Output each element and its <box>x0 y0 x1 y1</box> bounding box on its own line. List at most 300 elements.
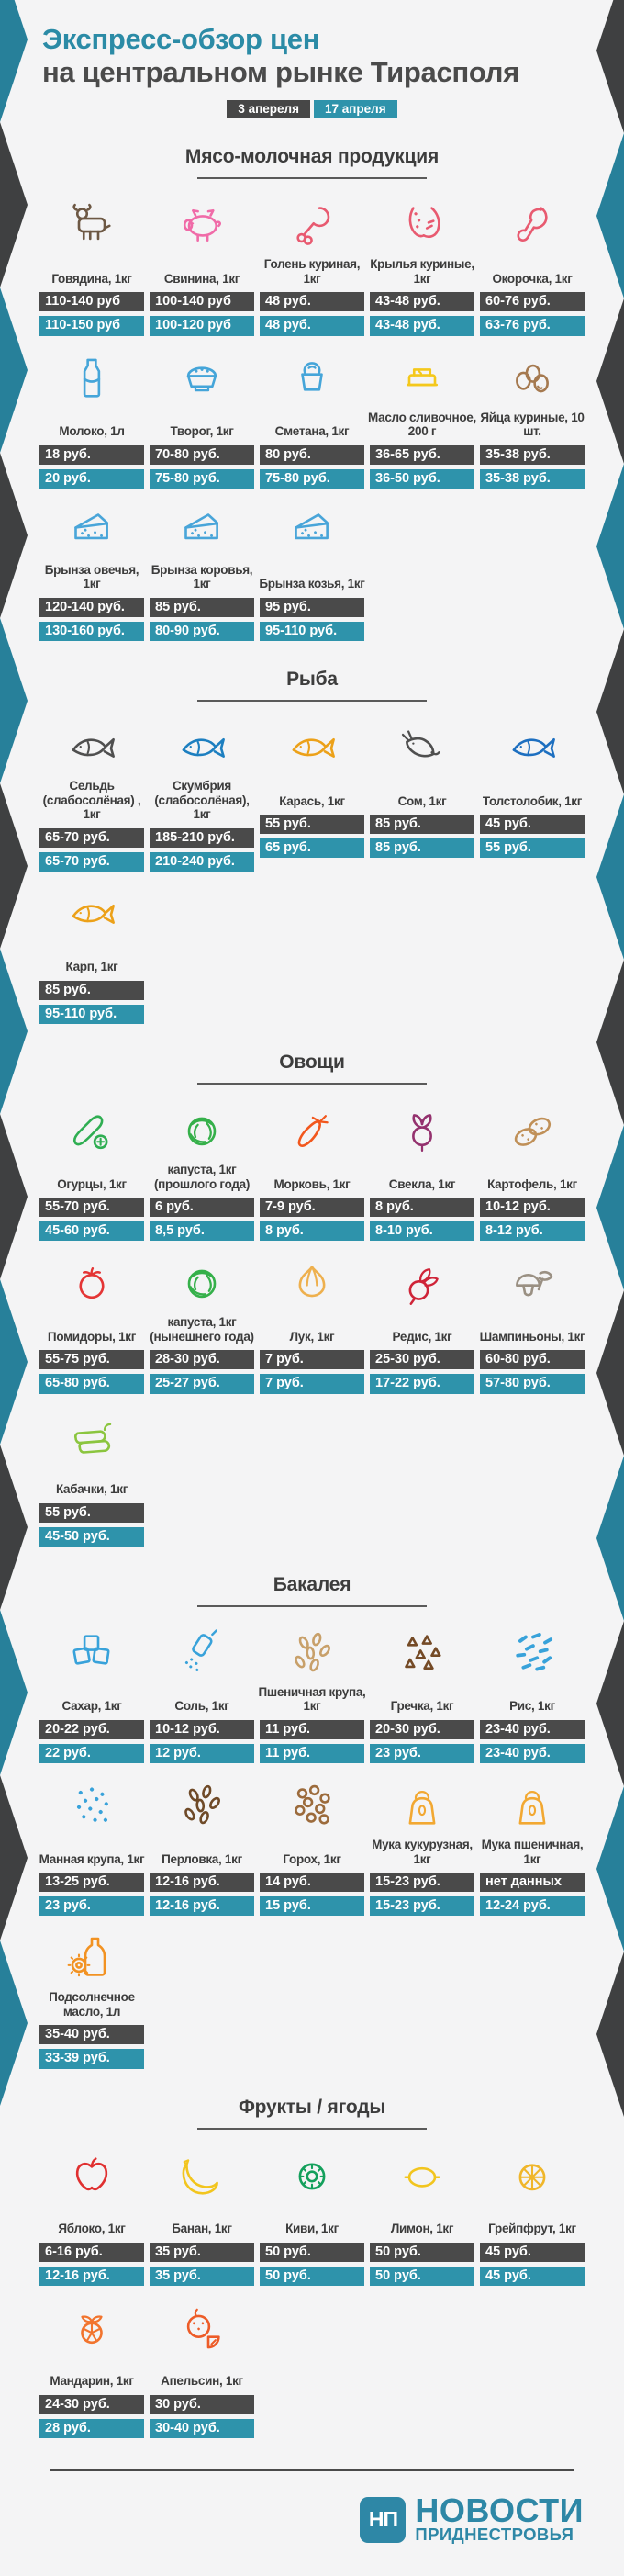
product-name: Рис, 1кг <box>509 1699 555 1714</box>
product-grid <box>37 1103 587 1547</box>
tomato-icon <box>66 1257 117 1309</box>
price-apr3-badge: 95 руб. <box>260 598 364 617</box>
product-card <box>147 1778 257 1916</box>
product-name: Сахар, 1кг <box>61 1699 122 1714</box>
price-apr3-badge: 11 руб. <box>260 1720 364 1739</box>
price-apr17-badge: 210-240 руб. <box>150 852 254 872</box>
price-apr3-badge: 20-22 руб. <box>39 1720 144 1739</box>
cheese-icon <box>286 505 338 557</box>
product-name: Лук, 1кг <box>289 1329 335 1344</box>
product-name: Морковь, 1кг <box>273 1176 351 1191</box>
product-icon-box <box>286 1625 338 1679</box>
product-name: Брынза козья, 1кг <box>259 577 365 591</box>
price-apr17-badge: 28 руб. <box>39 2419 144 2438</box>
product-name: Скумбрия (слабосолёная), 1кг <box>154 779 250 822</box>
price-apr17-badge: 36-50 руб. <box>370 469 474 489</box>
section-2 <box>0 1052 624 1547</box>
price-apr17-badge: 11 руб. <box>260 1744 364 1763</box>
lemon-icon <box>396 2150 448 2201</box>
product-card <box>477 2148 587 2286</box>
fish-icon <box>176 722 228 773</box>
product-icon-box <box>176 720 228 773</box>
price-apr3-badge: 100-140 руб <box>150 292 254 311</box>
footer-divider <box>50 2469 574 2471</box>
price-apr17-badge: 25-27 руб. <box>150 1374 254 1393</box>
product-icon-box <box>66 1930 117 1984</box>
product-name: Картофель, 1кг <box>487 1176 577 1191</box>
header <box>0 0 624 118</box>
section-4 <box>0 2097 624 2439</box>
product-icon-box <box>396 197 448 251</box>
price-apr17-badge: 45-60 руб. <box>39 1221 144 1241</box>
product-card <box>367 1255 477 1393</box>
product-icon-box <box>66 1409 117 1462</box>
price-apr3-badge: 28-30 руб. <box>150 1350 254 1369</box>
fish-icon <box>507 722 558 773</box>
product-card <box>257 1103 367 1241</box>
product-name: Горох, 1кг <box>283 1851 341 1866</box>
cow-icon <box>66 199 117 251</box>
price-apr3-badge: 36-65 руб. <box>370 445 474 465</box>
chicken-drumstick-icon <box>286 199 338 251</box>
fish-icon <box>286 722 338 773</box>
product-icon-box <box>66 2148 117 2201</box>
product-name: Сметана, 1кг <box>274 424 350 439</box>
product-grid <box>37 2148 587 2439</box>
section-1 <box>0 669 624 1024</box>
catfish-icon <box>396 722 448 773</box>
logo-line1: НОВОСТИ <box>415 2492 584 2530</box>
price-apr3-badge: 45 руб. <box>480 2243 585 2262</box>
product-card <box>37 1625 147 1763</box>
price-apr17-badge: 75-80 руб. <box>260 469 364 489</box>
price-apr17-badge: 23 руб. <box>39 1896 144 1916</box>
product-card <box>147 1103 257 1241</box>
price-apr3-badge: 55-70 руб. <box>39 1198 144 1217</box>
kiwi-icon <box>286 2150 338 2201</box>
date-badge-apr3: 3 апереля <box>227 100 310 118</box>
price-apr17-badge: 22 руб. <box>39 1744 144 1763</box>
product-icon-box <box>396 1625 448 1679</box>
price-apr3-badge: 35-38 руб. <box>480 445 585 465</box>
price-apr17-badge: 35-38 руб. <box>480 469 585 489</box>
price-apr3-badge: 15-23 руб. <box>370 1873 474 1892</box>
price-apr3-badge: 55 руб. <box>39 1503 144 1523</box>
price-apr17-badge: 12-24 руб. <box>480 1896 585 1916</box>
product-icon-box <box>66 351 117 404</box>
price-apr17-badge: 8-10 руб. <box>370 1221 474 1241</box>
product-name: капуста, 1кг (нынешнего года) <box>150 1315 254 1344</box>
product-name: Шампиньоны, 1кг <box>479 1329 585 1344</box>
price-apr17-badge: 55 руб. <box>480 838 585 858</box>
page-title-line1: Экспресс-обзор цен <box>42 23 320 55</box>
price-apr3-badge: 13-25 руб. <box>39 1873 144 1892</box>
price-apr3-badge: 7 руб. <box>260 1350 364 1369</box>
product-name: Толстолобик, 1кг <box>482 793 583 808</box>
product-name: Мука кукурузная, 1кг <box>372 1838 473 1866</box>
eggs-icon <box>507 353 558 404</box>
product-card <box>147 351 257 489</box>
barley-icon <box>176 1780 228 1831</box>
product-name: Перловка, 1кг <box>162 1851 242 1866</box>
product-name: Сом, 1кг <box>397 793 447 808</box>
price-apr3-badge: 70-80 руб. <box>150 445 254 465</box>
price-apr3-badge: 80 руб. <box>260 445 364 465</box>
grapefruit-icon <box>507 2150 558 2201</box>
radish-icon <box>396 1257 448 1309</box>
product-name: Яйца куриные, 10 шт. <box>480 410 585 439</box>
product-icon-box <box>286 503 338 557</box>
product-card <box>477 1625 587 1763</box>
price-apr17-badge: 75-80 руб. <box>150 469 254 489</box>
product-name: Брынза овечья, 1кг <box>44 562 139 591</box>
product-name: Творог, 1кг <box>170 424 234 439</box>
price-apr17-badge: 43-48 руб. <box>370 316 474 335</box>
product-icon-box <box>66 197 117 251</box>
sunflower-oil-icon <box>66 1932 117 1984</box>
product-card <box>477 720 587 872</box>
section-title: Фрукты / ягоды <box>238 2096 386 2118</box>
price-apr3-badge: 35 руб. <box>150 2243 254 2262</box>
product-name: Молоко, 1л <box>59 424 125 439</box>
price-apr3-badge: 85 руб. <box>39 981 144 1000</box>
butter-icon <box>396 353 448 404</box>
price-apr3-badge: 50 руб. <box>260 2243 364 2262</box>
price-apr3-badge: 55 руб. <box>260 815 364 834</box>
price-apr17-badge: 15-23 руб. <box>370 1896 474 1916</box>
price-apr3-badge: 10-12 руб. <box>150 1720 254 1739</box>
price-apr17-badge: 110-150 руб <box>39 316 144 335</box>
section-underline <box>197 2128 427 2130</box>
section-0 <box>0 146 624 641</box>
product-name: Свекла, 1кг <box>388 1176 456 1191</box>
product-card <box>37 1778 147 1916</box>
product-card <box>147 1625 257 1763</box>
price-apr3-badge: 48 руб. <box>260 292 364 311</box>
price-apr3-badge: 7-9 руб. <box>260 1198 364 1217</box>
rice-icon <box>507 1627 558 1679</box>
price-apr3-badge: 24-30 руб. <box>39 2395 144 2414</box>
product-icon-box <box>286 1778 338 1831</box>
price-apr3-badge: 8 руб. <box>370 1198 474 1217</box>
cheese-icon <box>176 505 228 557</box>
product-icon-box <box>507 351 558 404</box>
section-underline <box>197 1605 427 1607</box>
product-card <box>257 720 367 872</box>
price-apr17-badge: 30-40 руб. <box>150 2419 254 2438</box>
product-grid <box>37 1625 587 2069</box>
product-card <box>367 351 477 489</box>
product-name: Мука пшеничная, 1кг <box>481 1838 584 1866</box>
product-card <box>367 2148 477 2286</box>
price-apr17-badge: 63-76 руб. <box>480 316 585 335</box>
fish-icon <box>66 722 117 773</box>
price-apr17-badge: 7 руб. <box>260 1374 364 1393</box>
section-underline <box>197 177 427 179</box>
price-apr17-badge: 12 руб. <box>150 1744 254 1763</box>
cabbage-icon <box>176 1257 228 1309</box>
product-name: Кабачки, 1кг <box>55 1482 128 1497</box>
product-name: Карась, 1кг <box>279 793 345 808</box>
product-name: Свинина, 1кг <box>163 271 240 286</box>
cheese-icon <box>66 505 117 557</box>
price-apr3-badge: 30 руб. <box>150 2395 254 2414</box>
product-name: Масло сливочное, 200 г <box>368 410 476 439</box>
price-apr17-badge: 17-22 руб. <box>370 1374 474 1393</box>
product-card <box>477 1255 587 1393</box>
product-name: Лимон, 1кг <box>390 2222 454 2236</box>
product-card <box>37 1255 147 1393</box>
price-apr3-badge: 43-48 руб. <box>370 292 474 311</box>
product-card <box>257 197 367 335</box>
price-apr17-badge: 50 руб. <box>370 2267 474 2286</box>
product-card <box>257 503 367 641</box>
product-icon-box <box>507 197 558 251</box>
product-card <box>367 1103 477 1241</box>
publisher-logo-text <box>415 2492 584 2545</box>
product-icon-box <box>507 1103 558 1156</box>
product-name: капуста, 1кг (прошлого года) <box>153 1163 251 1191</box>
product-name: Помидоры, 1кг <box>47 1329 137 1344</box>
product-icon-box <box>507 1778 558 1831</box>
price-apr17-badge: 100-120 руб <box>150 316 254 335</box>
beet-icon <box>396 1105 448 1156</box>
product-icon-box <box>286 1103 338 1156</box>
price-apr17-badge: 45 руб. <box>480 2267 585 2286</box>
product-name: Крылья куриные, 1кг <box>370 257 474 286</box>
product-name: Яблоко, 1кг <box>58 2222 126 2236</box>
chicken-leg-quarter-icon <box>507 199 558 251</box>
product-icon-box <box>396 1255 448 1309</box>
cucumber-icon <box>66 1105 117 1156</box>
price-apr17-badge: 85 руб. <box>370 838 474 858</box>
price-apr3-badge: 120-140 руб. <box>39 598 144 617</box>
product-card <box>37 2300 147 2438</box>
product-card <box>147 197 257 335</box>
product-name: Пшеничная крупа, 1кг <box>258 1684 366 1714</box>
product-icon-box <box>286 351 338 404</box>
product-name: Соль, 1кг <box>174 1699 229 1714</box>
sour-cream-cup-icon <box>286 353 338 404</box>
date-legend <box>42 100 582 118</box>
section-title: Рыба <box>286 669 338 691</box>
product-icon-box <box>176 2300 228 2354</box>
product-icon-box <box>176 197 228 251</box>
semolina-icon <box>66 1780 117 1831</box>
mushrooms-icon <box>507 1257 558 1309</box>
mandarin-icon <box>66 2302 117 2354</box>
product-name: Окорочка, 1кг <box>492 271 573 286</box>
price-apr3-badge: 25-30 руб. <box>370 1350 474 1369</box>
page-title-line2: на центральном рынке Тирасполя <box>42 55 519 88</box>
publisher-logo <box>0 2492 624 2545</box>
product-icon-box <box>507 1625 558 1679</box>
milk-bottle-icon <box>66 353 117 404</box>
carrot-icon <box>286 1105 338 1156</box>
section-title: Мясо-молочная продукция <box>184 146 440 168</box>
price-apr17-badge: 12-16 руб. <box>39 2267 144 2286</box>
price-apr3-badge: 35-40 руб. <box>39 2025 144 2044</box>
product-icon-box <box>176 503 228 557</box>
product-card <box>37 1409 147 1547</box>
peas-icon <box>286 1780 338 1831</box>
price-apr17-badge: 20 руб. <box>39 469 144 489</box>
product-card <box>37 1103 147 1241</box>
flour-sack-icon <box>396 1780 448 1831</box>
section-title: Бакалея <box>273 1573 351 1595</box>
product-card <box>147 1255 257 1393</box>
product-icon-box <box>286 2148 338 2201</box>
product-card <box>257 1255 367 1393</box>
product-name: Голень куриная, 1кг <box>263 257 361 286</box>
price-apr3-badge: 65-70 руб. <box>39 828 144 848</box>
product-icon-box <box>507 2148 558 2201</box>
product-icon-box <box>176 1103 228 1156</box>
product-card <box>367 1625 477 1763</box>
price-apr3-badge: нет данных <box>480 1873 585 1892</box>
product-name: Банан, 1кг <box>172 2222 232 2236</box>
price-apr17-badge: 33-39 руб. <box>39 2049 144 2068</box>
price-apr17-badge: 45-50 руб. <box>39 1527 144 1547</box>
banana-icon <box>176 2150 228 2201</box>
price-apr3-badge: 60-76 руб. <box>480 292 585 311</box>
product-icon-box <box>396 2148 448 2201</box>
product-icon-box <box>176 2148 228 2201</box>
footer <box>0 2469 624 2575</box>
product-card <box>37 2148 147 2286</box>
product-name: Подсолнечное масло, 1л <box>49 1990 135 2019</box>
product-grid <box>37 197 587 641</box>
product-card <box>257 1625 367 1763</box>
product-card <box>367 720 477 872</box>
product-icon-box <box>66 1778 117 1831</box>
product-name: Редис, 1кг <box>392 1329 452 1344</box>
product-icon-box <box>66 2300 117 2354</box>
product-card <box>147 2148 257 2286</box>
price-apr17-badge: 80-90 руб. <box>150 622 254 641</box>
product-card <box>257 351 367 489</box>
price-apr3-badge: 20-30 руб. <box>370 1720 474 1739</box>
product-name: Огурцы, 1кг <box>57 1176 127 1191</box>
sections <box>0 146 624 2438</box>
price-apr3-badge: 12-16 руб. <box>150 1873 254 1892</box>
price-apr3-badge: 60-80 руб. <box>480 1350 585 1369</box>
onion-icon <box>286 1257 338 1309</box>
product-card <box>477 1103 587 1241</box>
product-icon-box <box>66 1625 117 1679</box>
price-apr17-badge: 23-40 руб. <box>480 1744 585 1763</box>
price-apr17-badge: 12-16 руб. <box>150 1896 254 1916</box>
potato-icon <box>507 1105 558 1156</box>
product-icon-box <box>176 1778 228 1831</box>
product-icon-box <box>286 197 338 251</box>
product-card <box>37 503 147 641</box>
price-apr3-badge: 14 руб. <box>260 1873 364 1892</box>
product-card <box>37 720 147 872</box>
product-icon-box <box>286 1255 338 1309</box>
product-icon-box <box>396 1778 448 1831</box>
price-apr3-badge: 55-75 руб. <box>39 1350 144 1369</box>
wheat-groats-icon <box>286 1627 338 1679</box>
product-card <box>257 1778 367 1916</box>
flour-sack-icon <box>507 1780 558 1831</box>
price-apr3-badge: 10-12 руб. <box>480 1198 585 1217</box>
product-name: Апельсин, 1кг <box>161 2374 243 2389</box>
price-apr3-badge: 110-140 руб <box>39 292 144 311</box>
product-card <box>37 351 147 489</box>
product-card <box>37 197 147 335</box>
np-logo-icon: НП <box>360 2497 406 2543</box>
section-title: Овощи <box>279 1052 345 1074</box>
product-icon-box <box>66 1255 117 1309</box>
price-apr17-badge: 65-70 руб. <box>39 852 144 872</box>
price-apr17-badge: 130-160 руб. <box>39 622 144 641</box>
product-name: Сельдь (слабосолёная) , 1кг <box>42 779 141 822</box>
price-apr3-badge: 45 руб. <box>480 815 585 834</box>
product-icon-box <box>176 1255 228 1309</box>
product-icon-box <box>396 351 448 404</box>
price-apr3-badge: 85 руб. <box>150 598 254 617</box>
sugar-cubes-icon <box>66 1627 117 1679</box>
product-icon-box <box>176 351 228 404</box>
product-card <box>147 720 257 872</box>
price-apr17-badge: 95-110 руб. <box>39 1005 144 1024</box>
price-apr3-badge: 6-16 руб. <box>39 2243 144 2262</box>
cottage-cheese-bowl-icon <box>176 353 228 404</box>
product-card <box>257 2148 367 2286</box>
product-icon-box <box>507 1255 558 1309</box>
buckwheat-icon <box>396 1627 448 1679</box>
product-icon-box <box>396 1103 448 1156</box>
price-apr17-badge: 95-110 руб. <box>260 622 364 641</box>
price-apr3-badge: 23-40 руб. <box>480 1720 585 1739</box>
product-name: Карп, 1кг <box>65 960 118 974</box>
product-card <box>367 1778 477 1916</box>
cabbage-icon <box>176 1105 228 1156</box>
price-apr3-badge: 85 руб. <box>370 815 474 834</box>
product-name: Брынза коровья, 1кг <box>150 562 253 591</box>
product-grid <box>37 720 587 1024</box>
product-icon-box <box>66 720 117 773</box>
product-name: Говядина, 1кг <box>51 271 132 286</box>
price-apr17-badge: 57-80 руб. <box>480 1374 585 1393</box>
chicken-wings-icon <box>396 199 448 251</box>
price-apr17-badge: 23 руб. <box>370 1744 474 1763</box>
price-apr17-badge: 8,5 руб. <box>150 1221 254 1241</box>
date-badge-apr17: 17 апреля <box>314 100 397 118</box>
product-card <box>147 503 257 641</box>
product-card <box>367 197 477 335</box>
pig-icon <box>176 199 228 251</box>
price-apr17-badge: 48 руб. <box>260 316 364 335</box>
section-underline <box>197 700 427 702</box>
product-name: Мандарин, 1кг <box>50 2374 134 2389</box>
price-apr17-badge: 65 руб. <box>260 838 364 858</box>
product-icon-box <box>396 720 448 773</box>
product-card <box>477 351 587 489</box>
price-apr17-badge: 8 руб. <box>260 1221 364 1241</box>
product-name: Грейпфрут, 1кг <box>488 2222 576 2236</box>
product-card <box>147 2300 257 2438</box>
product-card <box>37 1930 147 2068</box>
product-name: Киви, 1кг <box>285 2222 339 2236</box>
apple-icon <box>66 2150 117 2201</box>
price-apr17-badge: 50 руб. <box>260 2267 364 2286</box>
product-card <box>37 886 147 1024</box>
orange-icon <box>176 2302 228 2354</box>
price-apr17-badge: 8-12 руб. <box>480 1221 585 1241</box>
price-apr17-badge: 65-80 руб. <box>39 1374 144 1393</box>
